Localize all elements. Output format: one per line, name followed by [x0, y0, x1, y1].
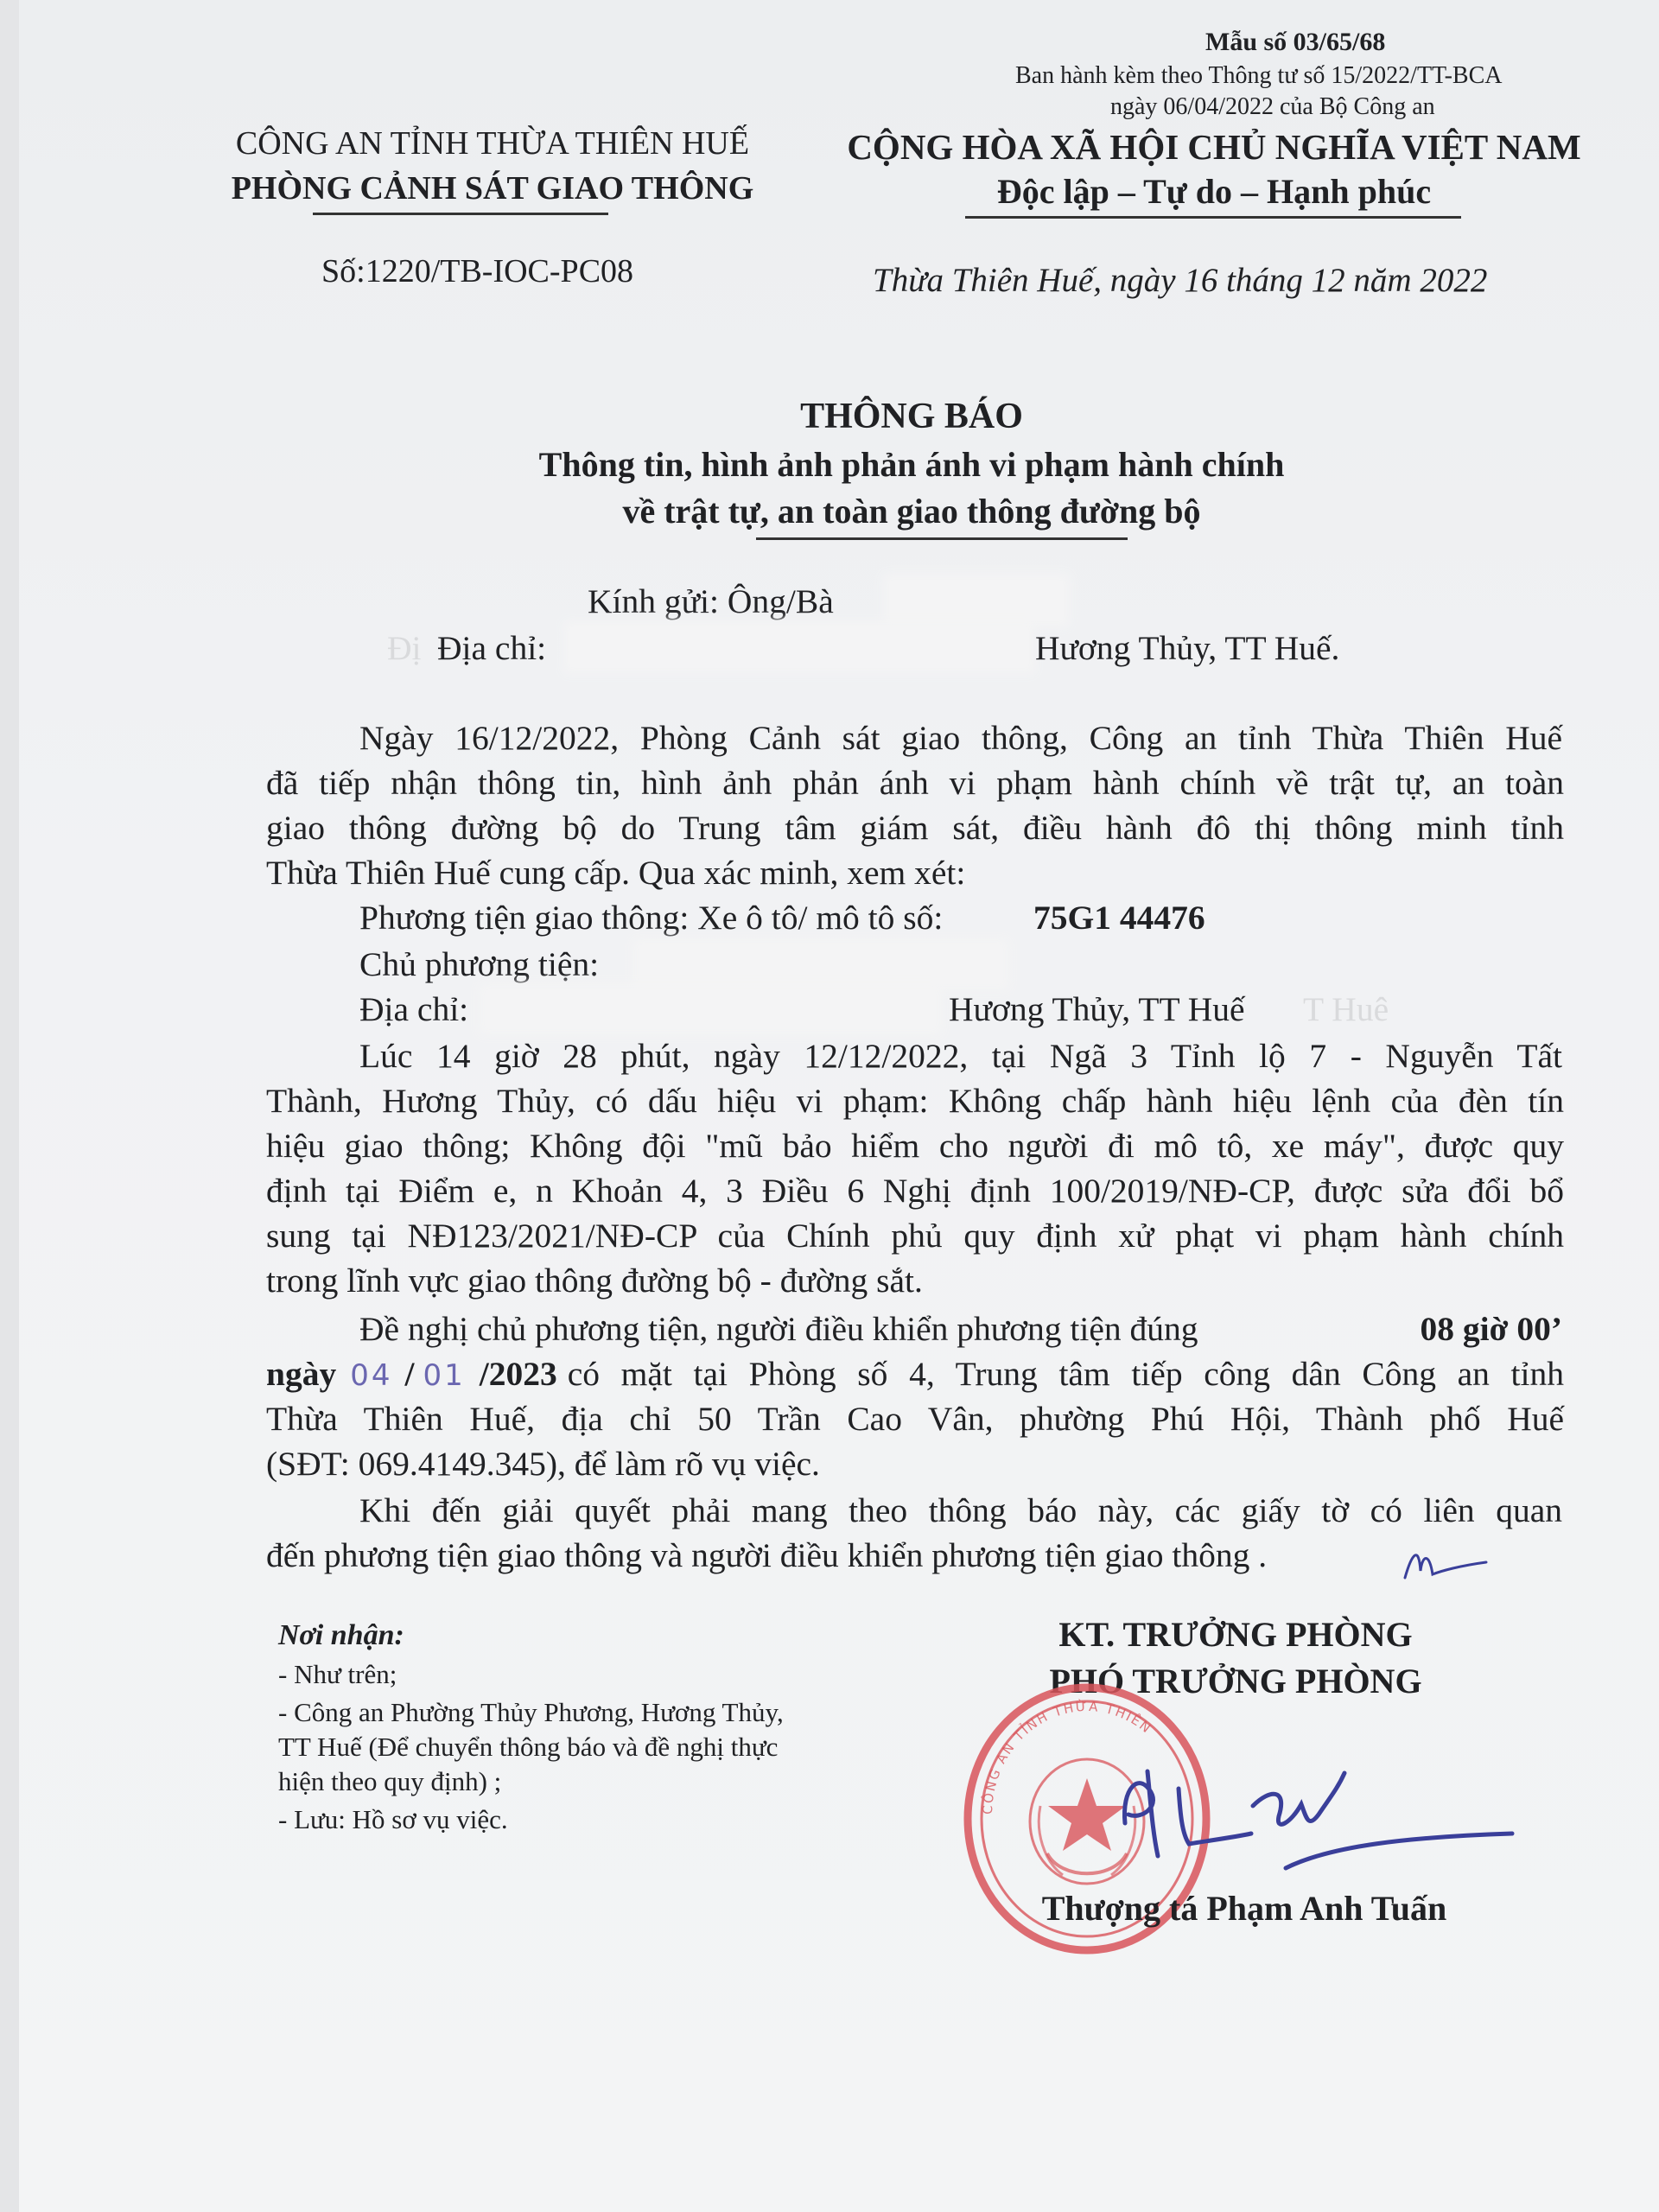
addressee-address-label: Địa chỉ: [437, 629, 547, 667]
p4-date-separator: / [404, 1355, 415, 1393]
redaction-owner [639, 945, 1002, 983]
agency-unit: PHÒNG CẢNH SÁT GIAO THÔNG [231, 170, 754, 207]
vehicle-label: Phương tiện giao thông: Xe ô tô/ mô tô số: [359, 899, 944, 937]
bleed-through-text: Đị [387, 629, 422, 667]
document-number: Số:1220/TB-IOC-PC08 [321, 253, 634, 289]
p1-line3: giao thông đường bộ do Trung tâm giám sát, điều hành đô thị thông minh tỉnh [266, 809, 1564, 847]
p4-line4: (SĐT: 069.4149.345), để làm rõ vụ việc. [266, 1445, 820, 1483]
nation-title: CỘNG HÒA XÃ HỘI CHỦ NGHĨA VIỆT NAM [847, 127, 1581, 167]
document-title: THÔNG BÁO [800, 397, 1023, 436]
place-date: Thừa Thiên Huế, ngày 16 tháng 12 năm 2022 [873, 262, 1488, 299]
initial-mark [1400, 1536, 1495, 1588]
p3-line2: Thành, Hương Thủy, có dấu hiệu vi phạm: Không chấp hành hiệu lệnh của đèn tín [266, 1082, 1564, 1120]
signature-title-2: PHÓ TRƯỞNG PHÒNG [1049, 1662, 1422, 1700]
form-basis-date: ngày 06/04/2022 của Bộ Công an [1110, 93, 1435, 120]
form-number: Mẫu số 03/65/68 [1205, 28, 1386, 56]
form-basis: Ban hành kèm theo Thông tư số 15/2022/TT-BCA [1015, 62, 1503, 89]
p4-line2-rest: có mặt tại Phòng số 4, Trung tâm tiếp công dân Công an tỉnh [567, 1355, 1564, 1393]
subtitle-divider [756, 537, 1128, 540]
agency-parent: CÔNG AN TỈNH THỪA THIÊN HUẾ [235, 125, 750, 162]
owner-label: Chủ phương tiện: [359, 945, 600, 983]
seal-text: CÔNG AN TỈNH THỪA THIÊN [979, 1698, 1155, 1815]
p4-line1 [359, 1306, 1562, 1351]
recipient-item: - Công an Phường Thủy Phương, Hương Thủy, [278, 1697, 784, 1727]
p4-month-handwritten: 01 [423, 1358, 466, 1393]
p3-line3: hiệu giao thông; Không đội "mũ bảo hiểm cho người đi mô tô, xe máy", được quy [266, 1127, 1564, 1165]
p3-line1: Lúc 14 giờ 28 phút, ngày 12/12/2022, tại Ngã 3 Tỉnh lộ 7 - Nguyễn Tất [359, 1037, 1562, 1075]
handwritten-signature [1106, 1754, 1521, 1892]
p1-line1: Ngày 16/12/2022, Phòng Cảnh sát giao thông, Công an tỉnh Thừa Thiên Huế [359, 719, 1562, 757]
vehicle-plate: 75G1 44476 [1033, 899, 1205, 937]
agency-divider [313, 213, 608, 215]
p4-day-label: ngày [266, 1355, 337, 1393]
motto-divider [965, 216, 1461, 219]
p3-line4: định tại Điểm e, n Khoản 4, 3 Điều 6 Nghị định 100/2019/NĐ-CP, được sửa đổi bổ [266, 1172, 1564, 1210]
bleed-through-text-2: T Huê [1303, 990, 1389, 1028]
p5-line1: Khi đến giải quyết phải mang theo thông báo này, các giấy tờ có liên quan [359, 1491, 1562, 1529]
redaction-owner-address [486, 990, 935, 1028]
owner-address-visible: Hương Thủy, TT Huế [949, 990, 1245, 1028]
addressee-greeting: Kính gửi: Ông/Bà [588, 582, 834, 620]
p1-line4: Thừa Thiên Huế cung cấp. Qua xác minh, xem xét: [266, 854, 966, 892]
p3-line5: sung tại NĐ123/2021/NĐ-CP của Chính phủ quy định xử phạt vi phạm hành chính [266, 1217, 1564, 1255]
addressee-address-visible: Hương Thủy, TT Huế. [1035, 629, 1340, 667]
p4-line2 [266, 1351, 1564, 1398]
p5-line2: đến phương tiện giao thông và người điều khiển phương tiện giao thông . [266, 1536, 1268, 1574]
p4-year: /2023 [479, 1355, 557, 1393]
recipients-title: Nơi nhận: [278, 1619, 404, 1651]
document-subtitle-line2: về trật tự, an toàn giao thông đường bộ [622, 492, 1201, 531]
recipient-item: - Như trên; [278, 1659, 397, 1689]
redaction-address [570, 627, 1028, 667]
p3-line6: trong lĩnh vực giao thông đường bộ - đường sắt. [266, 1262, 923, 1300]
p4-time: 08 giờ 00’ [1420, 1310, 1562, 1348]
redaction-name [890, 581, 1063, 620]
p4-line3: Thừa Thiên Huế, địa chỉ 50 Trần Cao Vân, phường Phú Hội, Thành phố Huế [266, 1400, 1564, 1438]
recipient-item: - Lưu: Hồ sơ vụ việc. [278, 1804, 508, 1834]
p4-day-handwritten: 04 [350, 1358, 393, 1393]
p4-line1-text: Đề nghị chủ phương tiện, người điều khiển phương tiện đúng [359, 1310, 1198, 1348]
p1-line2: đã tiếp nhận thông tin, hình ảnh phản ánh vi phạm hành chính về trật tự, an toàn [266, 764, 1564, 802]
recipient-item: hiện theo quy định) ; [278, 1766, 502, 1796]
owner-address-label: Địa chỉ: [359, 990, 469, 1028]
motto: Độc lập – Tự do – Hạnh phúc [996, 172, 1432, 211]
recipient-item: TT Huế (Để chuyển thông báo và đề nghị thực [278, 1732, 779, 1762]
signer-name: Thượng tá Phạm Anh Tuấn [1041, 1889, 1447, 1928]
signature-title-1: KT. TRƯỞNG PHÒNG [1058, 1615, 1413, 1654]
document-subtitle-line1: Thông tin, hình ảnh phản ánh vi phạm hành chính [538, 445, 1285, 484]
